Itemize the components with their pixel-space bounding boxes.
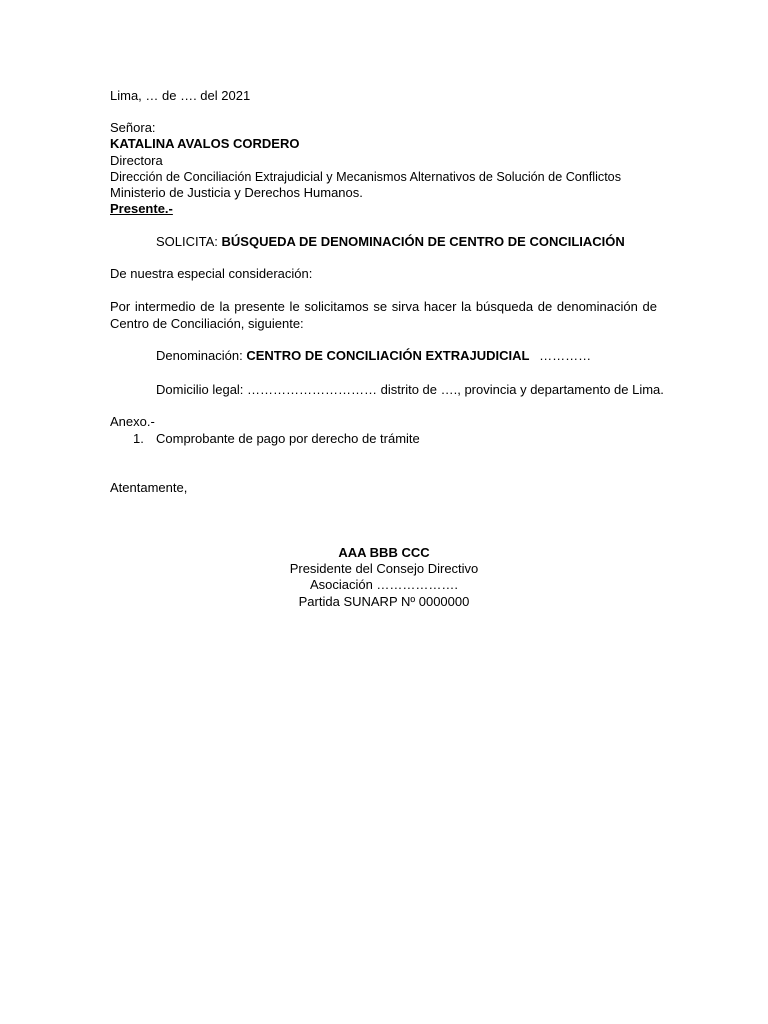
presente-line: Presente.- — [110, 201, 173, 216]
recipient-ministry: Ministerio de Justicia y Derechos Humanos. — [110, 185, 363, 200]
anexo-item-text: Comprobante de pago por derecho de trámite — [156, 431, 420, 446]
denominacion-label: Denominación: — [156, 348, 243, 363]
recipient-role: Directora — [110, 153, 163, 168]
denominacion-value: CENTRO DE CONCILIACIÓN EXTRAJUDICIAL — [246, 348, 530, 363]
subject-line — [156, 234, 625, 251]
denominacion-dots: ………… — [539, 348, 592, 363]
domicilio-line: Domicilio legal: ………………………… distrito de …., provincia y departamento de Lima. — [156, 382, 664, 397]
greeting: De nuestra especial consideración: — [110, 266, 313, 281]
subject-value: BÚSQUEDA DE DENOMINACIÓN DE CENTRO DE CONCILIACIÓN — [221, 234, 625, 249]
signature-association: Asociación ………………. — [309, 577, 459, 592]
signature-partida: Partida SUNARP Nº 0000000 — [298, 594, 470, 609]
subject-label: SOLICITA: — [156, 234, 218, 249]
body-paragraph: Por intermedio de la presente le solicitamos se sirva hacer la búsqueda de denominación de Centro de Conciliación, siguiente: — [110, 299, 657, 331]
date-line: Lima, … de …. del 2021 — [110, 88, 251, 103]
salutation: Señora: — [110, 120, 156, 135]
anexo-item-number: 1. — [133, 431, 144, 446]
recipient-office: Dirección de Conciliación Extrajudicial y Mecanismos Alternativos de Solución de Conflictos — [110, 170, 621, 184]
recipient-name: KATALINA AVALOS CORDERO — [110, 136, 300, 151]
closing: Atentamente, — [110, 480, 188, 495]
anexo-heading: Anexo.- — [110, 414, 155, 429]
denominacion-line — [156, 348, 591, 365]
signature-title: Presidente del Consejo Directivo — [289, 561, 479, 576]
signature-name: AAA BBB CCC — [338, 545, 430, 560]
